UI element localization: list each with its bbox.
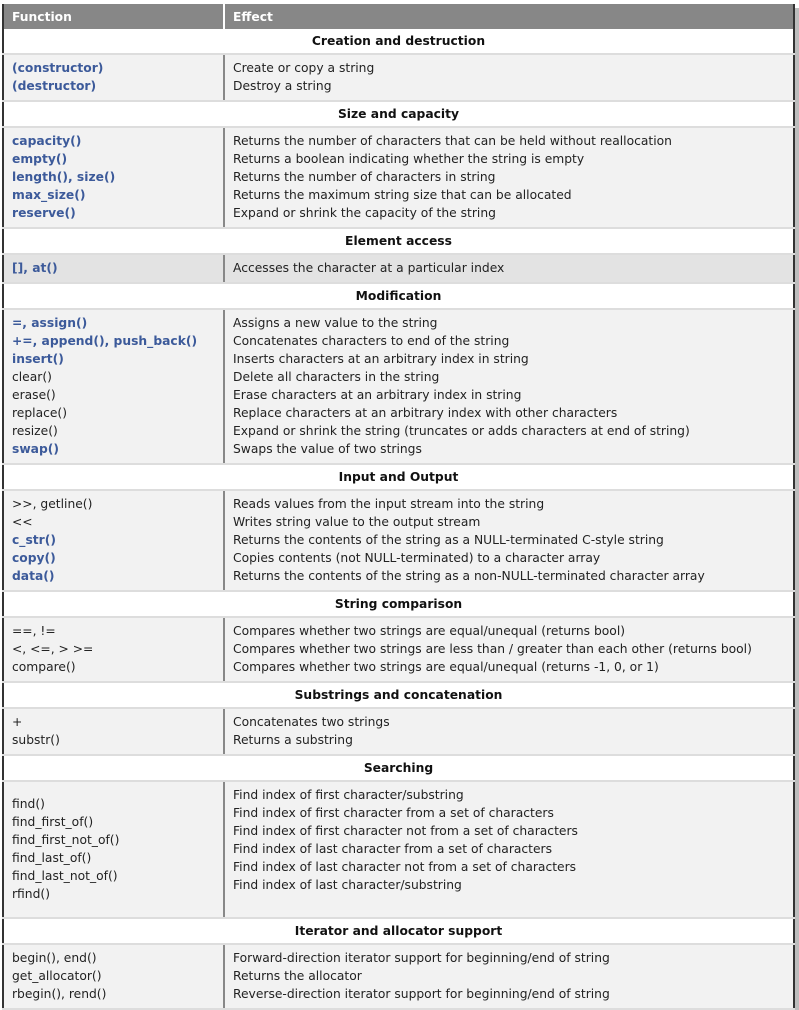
function-link[interactable]: empty() [12,152,68,166]
function-name: >>, getline() [12,497,93,511]
function-name: substr() [12,733,60,747]
section-header-row [3,755,794,781]
effect-text: Returns the number of characters in string [233,170,496,184]
section-title: Iterator and allocator support [3,918,794,944]
effect-cell [224,781,794,918]
section-body-row [3,309,794,464]
function-name: replace() [12,406,68,420]
section-title: String comparison [3,591,794,617]
effect-text: Returns the number of characters that can be held without reallocation [233,134,672,148]
effect-text: Replace characters at an arbitrary index with other characters [233,406,618,420]
column-header-effect: Effect [224,4,794,29]
function-cell [3,781,224,918]
effect-text: Reads values from the input stream into the string [233,497,545,511]
effect-text: Find index of last character not from a set of characters [233,860,577,874]
function-link[interactable]: [], at() [12,261,58,275]
function-name: find_first_not_of() [12,833,120,847]
function-name: find_last_not_of() [12,869,118,883]
effect-text: Create or copy a string [233,61,375,75]
function-link[interactable]: c_str() [12,533,56,547]
function-name: << [12,515,33,529]
effect-cell [224,617,794,682]
effect-text: Returns the contents of the string as a NULL-terminated C-style string [233,533,664,547]
effect-cell [224,254,794,283]
function-link[interactable]: capacity() [12,134,82,148]
column-header-function: Function [3,4,224,29]
function-name: + [12,715,23,729]
effect-text: Find index of last character from a set of characters [233,842,553,856]
effect-text: Accesses the character at a particular index [233,261,505,275]
effect-text: Concatenates two strings [233,715,390,729]
section-body-row [3,708,794,755]
function-cell [3,944,224,1009]
effect-text: Destroy a string [233,79,332,93]
section-header-row [3,101,794,127]
effect-text: Inserts characters at an arbitrary index in string [233,352,529,366]
table-body [3,29,794,1009]
function-cell [3,127,224,228]
function-link[interactable]: copy() [12,551,56,565]
function-name: <, <=, > >= [12,642,94,656]
effect-text: Compares whether two strings are equal/unequal (returns bool) [233,624,626,638]
effect-text: Swaps the value of two strings [233,442,422,456]
effect-text: Find index of first character/substring [233,788,464,802]
section-body-row [3,617,794,682]
effect-text: Returns the allocator [233,969,362,983]
function-name: clear() [12,370,52,384]
function-name: rfind() [12,887,50,901]
section-body-row [3,54,794,101]
function-name: get_allocator() [12,969,102,983]
function-name: find_last_of() [12,851,92,865]
function-link[interactable]: length(), size() [12,170,116,184]
effect-text: Returns a boolean indicating whether the string is empty [233,152,585,166]
effect-text: Returns a substring [233,733,353,747]
effect-cell [224,944,794,1009]
function-link[interactable]: max_size() [12,188,86,202]
effect-cell [224,54,794,101]
function-name: compare() [12,660,76,674]
section-body-row [3,781,794,918]
section-header-row [3,464,794,490]
effect-text: Writes string value to the output stream [233,515,481,529]
section-body-row [3,490,794,591]
function-link[interactable]: +=, append(), push_back() [12,334,198,348]
function-link[interactable]: =, assign() [12,316,88,330]
effect-text: Compares whether two strings are less than / greater than each other (returns bool) [233,642,752,656]
function-link[interactable]: insert() [12,352,64,366]
section-title: Searching [3,755,794,781]
string-functions-table-container [2,4,795,1010]
string-functions-table [2,4,795,1010]
effect-text: Returns the maximum string size that can be allocated [233,188,572,202]
function-name: ==, != [12,624,56,638]
section-title: Creation and destruction [3,29,794,54]
effect-text: Copies contents (not NULL-terminated) to a character array [233,551,601,565]
function-name: rbegin(), rend() [12,987,107,1001]
effect-text: Expand or shrink the capacity of the string [233,206,496,220]
function-link[interactable]: (constructor) [12,61,104,75]
section-title: Input and Output [3,464,794,490]
function-cell [3,617,224,682]
function-cell [3,490,224,591]
table-header-row [3,4,794,29]
function-cell [3,708,224,755]
section-header-row [3,29,794,54]
section-title: Substrings and concatenation [3,682,794,708]
effect-text: Erase characters at an arbitrary index in string [233,388,522,402]
function-name: erase() [12,388,56,402]
effect-cell [224,309,794,464]
effect-text: Find index of first character from a set of characters [233,806,554,820]
function-link[interactable]: data() [12,569,55,583]
function-cell [3,54,224,101]
function-cell [3,254,224,283]
function-name: resize() [12,424,58,438]
section-title: Modification [3,283,794,309]
effect-cell [224,490,794,591]
effect-text: Forward-direction iterator support for beginning/end of string [233,951,610,965]
section-header-row [3,228,794,254]
effect-text: Expand or shrink the string (truncates or adds characters at end of string) [233,424,690,438]
section-header-row [3,591,794,617]
function-name: find() [12,797,45,811]
effect-cell [224,127,794,228]
effect-text: Assigns a new value to the string [233,316,438,330]
function-cell [3,309,224,464]
section-title: Size and capacity [3,101,794,127]
section-body-row [3,944,794,1009]
effect-text: Delete all characters in the string [233,370,440,384]
effect-text: Concatenates characters to end of the string [233,334,510,348]
section-body-row [3,254,794,283]
section-header-row [3,918,794,944]
blank-line [233,894,785,912]
effect-text: Compares whether two strings are equal/unequal (returns -1, 0, or 1) [233,660,659,674]
section-header-row [3,682,794,708]
function-link[interactable]: swap() [12,442,60,456]
function-link[interactable]: (destructor) [12,79,97,93]
section-header-row [3,283,794,309]
function-link[interactable]: reserve() [12,206,76,220]
function-name: find_first_of() [12,815,94,829]
effect-text: Returns the contents of the string as a non-NULL-terminated character array [233,569,705,583]
effect-text: Find index of first character not from a set of characters [233,824,578,838]
section-title: Element access [3,228,794,254]
effect-cell [224,708,794,755]
section-body-row [3,127,794,228]
function-name: begin(), end() [12,951,97,965]
effect-text: Reverse-direction iterator support for beginning/end of string [233,987,610,1001]
effect-text: Find index of last character/substring [233,878,462,892]
